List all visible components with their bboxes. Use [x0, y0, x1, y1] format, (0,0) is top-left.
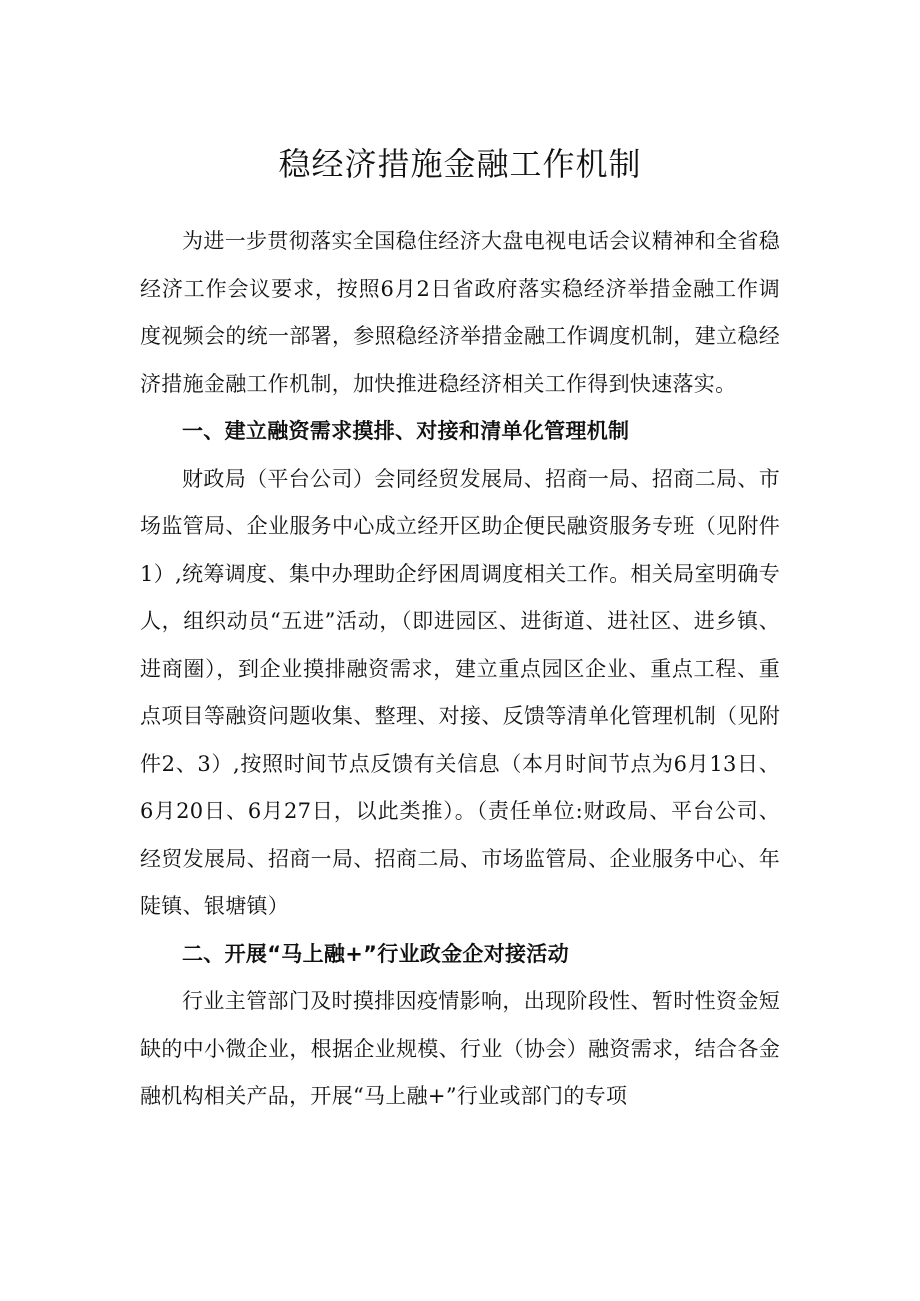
- section-2-paragraph: 行业主管部门及时摸排因疫情影响，出现阶段性、暂时性资金短缺的中小微企业，根据企业规模、行业（协会）融资需求，结合各金融机构相关产品，开展“马上融+”行业或部门的专项: [140, 989, 780, 1108]
- section-2-heading: 二、开展“马上融+”行业政金企对接活动: [182, 941, 569, 966]
- section-1-heading: 一、建立融资需求摸排、对接和清单化管理机制: [182, 419, 630, 443]
- document-body: [140, 218, 780, 1121]
- intro-paragraph: 为进一步贯彻落实全国稳住经济大盘电视电话会议精神和全省稳经济工作会议要求，按照6月2日省政府落实稳经济举措金融工作调度视频会的统一部署，参照稳经济举措金融工作调度机制，建立稳经济措施金融工作机制，加快推进稳经济相关工作得到快速落实。: [140, 229, 780, 396]
- document-title: 稳经济措施金融工作机制: [278, 145, 642, 183]
- section-1-paragraph: 财政局（平台公司）会同经贸发展局、招商一局、招商二局、市场监管局、企业服务中心成立经开区助企便民融资服务专班（见附件1）,统筹调度、集中办理助企纾困周调度相关工作。相关局室明确专人，组织动员“五进”活动，（即进园区、进街道、进社区、进乡镇、进商圈），到企业摸排融资需求，建立重点园区企业、重点工程、重点项目等融资问题收集、整理、对接、反馈等清单化管理机制（见附件2、3）,按照时间节点反馈有关信息（本月时间节点为6月13日、6月20日、6月27日，以此类推）。（责任单位:财政局、平台公司、经贸发展局、招商一局、招商二局、市场监管局、企业服务中心、年陡镇、银塘镇）: [140, 466, 780, 918]
